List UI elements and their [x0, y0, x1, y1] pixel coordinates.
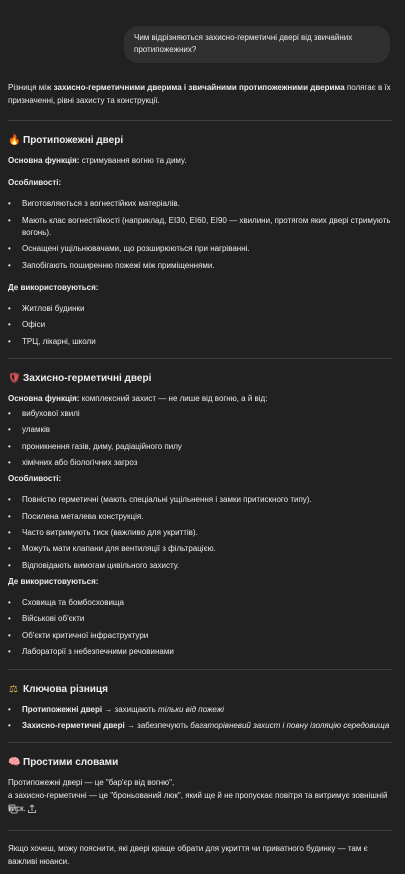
item-italic: тільки від пожежі — [158, 704, 225, 714]
divider — [8, 120, 392, 121]
divider — [8, 742, 392, 743]
user-message-bubble — [124, 26, 390, 63]
heading-text: Простими словами — [23, 757, 119, 769]
list-item: • хімічних або біологічних загроз — [8, 457, 392, 469]
item-text: → забезпечують — [124, 720, 191, 730]
sealed-threats-list — [8, 408, 392, 470]
function-label: Основна функція: — [8, 394, 80, 404]
brain-icon: 🧠 — [8, 757, 21, 769]
fire-function — [8, 155, 392, 168]
item-italic: багаторівневий захист і повну ізоляцію середовища — [190, 720, 390, 730]
sealed-features-list — [8, 494, 392, 572]
intro-paragraph — [8, 82, 392, 108]
fire-used-label: Де використовуються: — [8, 283, 99, 293]
fire-features-list — [8, 198, 392, 272]
message-actions — [8, 804, 37, 814]
list-item: • Відповідають вимогам цивільного захисту. — [8, 560, 392, 572]
list-item: • Можуть мати клапани для вентиляції з фільтрацією. — [8, 543, 392, 555]
list-item: • Військові об'єкти — [8, 613, 392, 625]
list-item: • Виготовляються з вогнестійких матеріалів. — [8, 198, 392, 210]
simple-line-1: Протипожежні двері — це "бар'єр від вогню", — [8, 778, 175, 788]
divider — [8, 830, 392, 831]
intro-prefix: Різниця між — [8, 83, 54, 92]
list-item: • Мають клас вогнестійкості (наприклад, EI30, EI60, EI90 — хвилини, протягом яких двері стримують вогонь). — [8, 215, 392, 240]
list-item — [8, 704, 392, 716]
fire-used-list — [8, 303, 392, 348]
divider — [8, 669, 392, 670]
heading-text: Ключова різниця — [23, 683, 108, 695]
section-heading-key-difference — [8, 682, 392, 698]
divider — [8, 358, 392, 359]
section-heading-sealed-doors — [8, 371, 392, 387]
list-item: • Житлові будинки — [8, 303, 392, 315]
list-item: • ТРЦ, лікарні, школи — [8, 336, 392, 348]
user-message-text: Чим відрізняються захисно-герметичні двері від звичайних протипожежних? — [134, 33, 353, 55]
list-item: • Повністю герметичні (мають спеціальні ущільнення і замки притискного типу). — [8, 494, 392, 506]
sealed-function — [8, 393, 392, 406]
list-item: • Посилена металева конструкція. — [8, 511, 392, 523]
scales-icon: ⚖ — [9, 683, 18, 695]
list-item: • Часто витримують тиск (важливо для укриттів). — [8, 527, 392, 539]
list-item: • вибухової хвилі — [8, 408, 392, 420]
function-label: Основна функція: — [8, 155, 80, 165]
heading-text: Захисно-герметичні двері — [23, 373, 152, 385]
sealed-used-label: Де використовуються: — [8, 577, 99, 587]
simple-paragraph — [8, 777, 392, 815]
outro-paragraph: Якщо хочеш, можу пояснити, які двері краще обрати для укриття чи приватного будинку — там є важливі нюанси. — [8, 843, 368, 866]
assistant-response — [8, 82, 392, 874]
sealed-features-label: Особливості: — [8, 474, 62, 484]
intro-bold: захисно-герметичними дверима і звичайними протипожежними дверима — [53, 83, 345, 92]
simple-line-2: а захисно-герметичні — це "броньований люк", який ще й не пропускає повітря та витримує зовнішній тиск. — [8, 791, 388, 813]
list-item: • Сховища та бомбосховища — [8, 597, 392, 609]
list-item: • Запобігають поширенню пожежі між приміщеннями. — [8, 260, 392, 272]
sealed-used-list — [8, 597, 392, 659]
share-icon[interactable] — [27, 804, 37, 814]
item-bold: Протипожежні двері — [22, 704, 103, 714]
section-heading-fire-doors — [8, 133, 392, 149]
list-item: • уламків — [8, 424, 392, 436]
list-item: • Об'єкти критичної інфраструктури — [8, 630, 392, 642]
shield-icon: 🛡 — [8, 373, 21, 385]
function-text: комплексний захист — не лише від вогню, а й від: — [79, 394, 268, 404]
heading-text: Протипожежні двері — [23, 134, 124, 146]
list-item: • Оснащені ущільнювачами, що розширюються при нагріванні. — [8, 243, 392, 255]
list-item — [8, 720, 392, 732]
fire-icon: 🔥 — [8, 134, 21, 146]
intro-suffix: полягає в їх призначенні, рівні захисту та конструкції. — [8, 83, 391, 105]
copy-icon[interactable] — [8, 804, 18, 814]
section-heading-simple-words — [8, 755, 392, 771]
list-item: • Офіси — [8, 319, 392, 331]
item-bold: Захисно-герметичні двері — [22, 720, 125, 730]
list-item: • Лабораторії з небезпечними речовинами — [8, 646, 392, 658]
item-text: → захищають — [102, 704, 159, 714]
function-text: стримування вогню та диму. — [79, 155, 187, 165]
list-item: • проникнення газів, диму, радіаційного пилу — [8, 441, 392, 453]
fire-features-label: Особливості: — [8, 178, 62, 188]
key-difference-list — [8, 704, 392, 733]
